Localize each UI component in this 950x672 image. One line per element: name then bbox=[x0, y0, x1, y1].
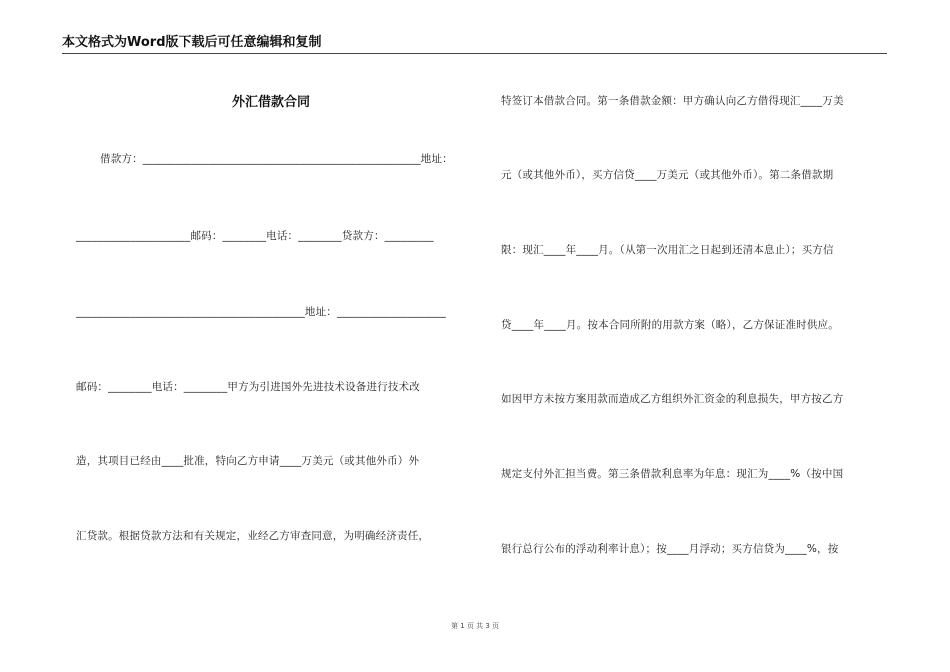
text-line: 邮码：________电话：________甲方为引进国外先进技术设备进行技术改 bbox=[76, 381, 420, 393]
text-line: 借款方：___________________________________________________地址： bbox=[100, 153, 453, 165]
text-line: 特签订本借款合同。第一条借款金额：甲方确认向乙方借得现汇____万美 bbox=[501, 95, 844, 107]
header-notice: 本文格式为Word版下载后可任意编辑和复制 bbox=[62, 35, 322, 50]
text-line: __________________________________________地址：____________________ bbox=[76, 306, 446, 318]
text-line: _____________________邮码：________电话：________贷款方：_________ bbox=[76, 230, 434, 242]
page-header bbox=[62, 35, 887, 54]
text-line: 造，其项目已经由____批准，特向乙方申请____万美元（或其他外币）外 bbox=[76, 455, 420, 467]
text-line: 规定支付外汇担当费。第三条借款利息率为年息：现汇为____%（按中国 bbox=[501, 468, 844, 480]
text-line: 汇贷款。根据贷款方法和有关规定，业经乙方审查同意，为明确经济责任， bbox=[76, 530, 430, 542]
page-number: 第 1 页 共 3 页 bbox=[450, 622, 500, 630]
text-line: 银行总行公布的浮动利率计息）；按____月浮动；买方信贷为____%，按 bbox=[501, 543, 839, 555]
text-line: 贷____年____月。按本合同所附的用款方案（略），乙方保证准时供应。 bbox=[501, 319, 839, 331]
text-line: 限：现汇____年____月。（从第一次用汇之日起到还清本息止）；买方信 bbox=[501, 244, 834, 256]
document-title: 外汇借款合同 bbox=[231, 95, 310, 110]
text-line: 元（或其他外币），买方信贷____万美元（或其他外币）。第二条借款期 bbox=[501, 169, 834, 181]
text-line: 如因甲方未按方案用款而造成乙方组织外汇资金的利息损失，甲方按乙方 bbox=[501, 393, 844, 405]
